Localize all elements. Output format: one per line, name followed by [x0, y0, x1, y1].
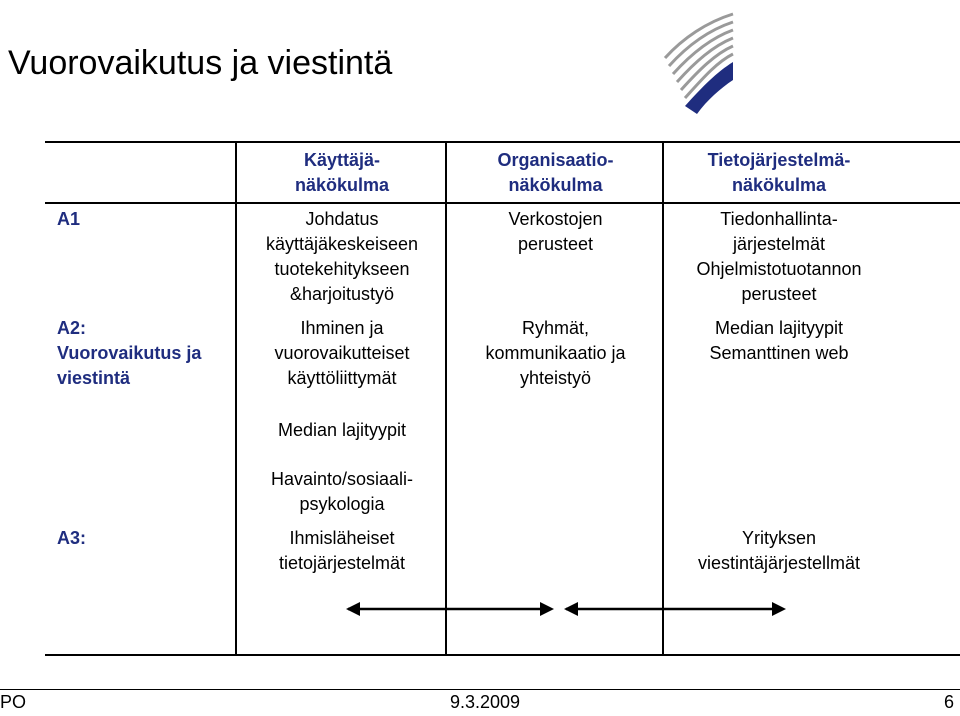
cell-a1-organisation — [447, 207, 664, 257]
footer-author: PO — [0, 692, 27, 712]
footer-divider — [0, 689, 960, 690]
row-label-a3 — [57, 526, 86, 551]
column-header-organisation — [447, 148, 664, 198]
cell-a3-user — [237, 526, 447, 576]
cell-a2-user — [237, 316, 447, 391]
row-label-a1 — [57, 207, 80, 232]
cell-line: tietojärjestelmät — [278, 553, 406, 573]
row-label-line: viestintä — [57, 368, 131, 388]
row-label-line: A1 — [57, 209, 81, 229]
row-label-line: Vuorovaikutus ja — [57, 343, 202, 363]
cell-line: Havainto/sosiaali- — [270, 469, 414, 489]
cell-line: järjestelmät — [732, 234, 826, 254]
page-title: Vuorovaikutus ja viestintä — [8, 44, 393, 82]
cell-line: perusteet — [741, 284, 817, 304]
header-line: näkökulma — [731, 175, 827, 195]
double-arrow-icon — [564, 602, 786, 616]
cell-line: kommunikaatio ja — [485, 343, 626, 363]
footer-date: 9.3.2009 — [450, 692, 521, 712]
header-line: näkökulma — [294, 175, 390, 195]
cell-a2-user-psychology — [237, 467, 447, 517]
column-header-system — [664, 148, 894, 198]
cell-line: Yrityksen — [741, 528, 817, 548]
header-line: Käyttäjä- — [303, 150, 381, 170]
row-label-a2 — [57, 316, 201, 391]
arrows-row — [330, 594, 810, 624]
row-label-line: A3: — [57, 528, 87, 548]
cell-line: Tiedonhallinta- — [720, 209, 838, 229]
cell-line: Ohjelmistotuotannon — [696, 259, 862, 279]
cell-a2-system — [664, 316, 894, 366]
cell-a2-organisation — [447, 316, 664, 391]
cell-line: Ihminen ja — [300, 318, 384, 338]
cell-line: Semanttinen web — [709, 343, 849, 363]
cell-line: Ihmisläheiset — [289, 528, 395, 548]
cell-line: käyttöliittymät — [287, 368, 397, 388]
column-header-user — [237, 148, 447, 198]
cell-line: vuorovaikutteiset — [274, 343, 410, 363]
footer-page-number: 6 — [943, 692, 954, 712]
double-arrow-icon — [346, 602, 554, 616]
header-divider — [45, 202, 960, 204]
cell-line: käyttäjäkeskeiseen — [265, 234, 419, 254]
cell-line: psykologia — [299, 494, 385, 514]
cell-line: &harjoitustyö — [289, 284, 395, 304]
header-line: Tietojärjestelmä- — [707, 150, 851, 170]
university-logo — [655, 10, 735, 120]
cell-line: Median lajityypit — [277, 420, 407, 440]
cell-line: Johdatus — [305, 209, 379, 229]
cell-line: Ryhmät, — [521, 318, 590, 338]
cell-a1-system — [664, 207, 894, 307]
cell-a1-user — [237, 207, 447, 307]
cell-line: viestintäjärjestellmät — [697, 553, 861, 573]
cell-a2-user-media — [237, 418, 447, 443]
row-label-line: A2: — [57, 318, 87, 338]
header-line: näkökulma — [508, 175, 603, 195]
cell-line: Verkostojen — [508, 209, 603, 229]
cell-line: tuotekehitykseen — [274, 259, 410, 279]
cell-a3-system — [664, 526, 894, 576]
cell-line: Median lajityypit — [714, 318, 844, 338]
cell-line: yhteistyö — [519, 368, 592, 388]
cell-line: perusteet — [517, 234, 594, 254]
header-line: Organisaatio- — [497, 150, 614, 170]
